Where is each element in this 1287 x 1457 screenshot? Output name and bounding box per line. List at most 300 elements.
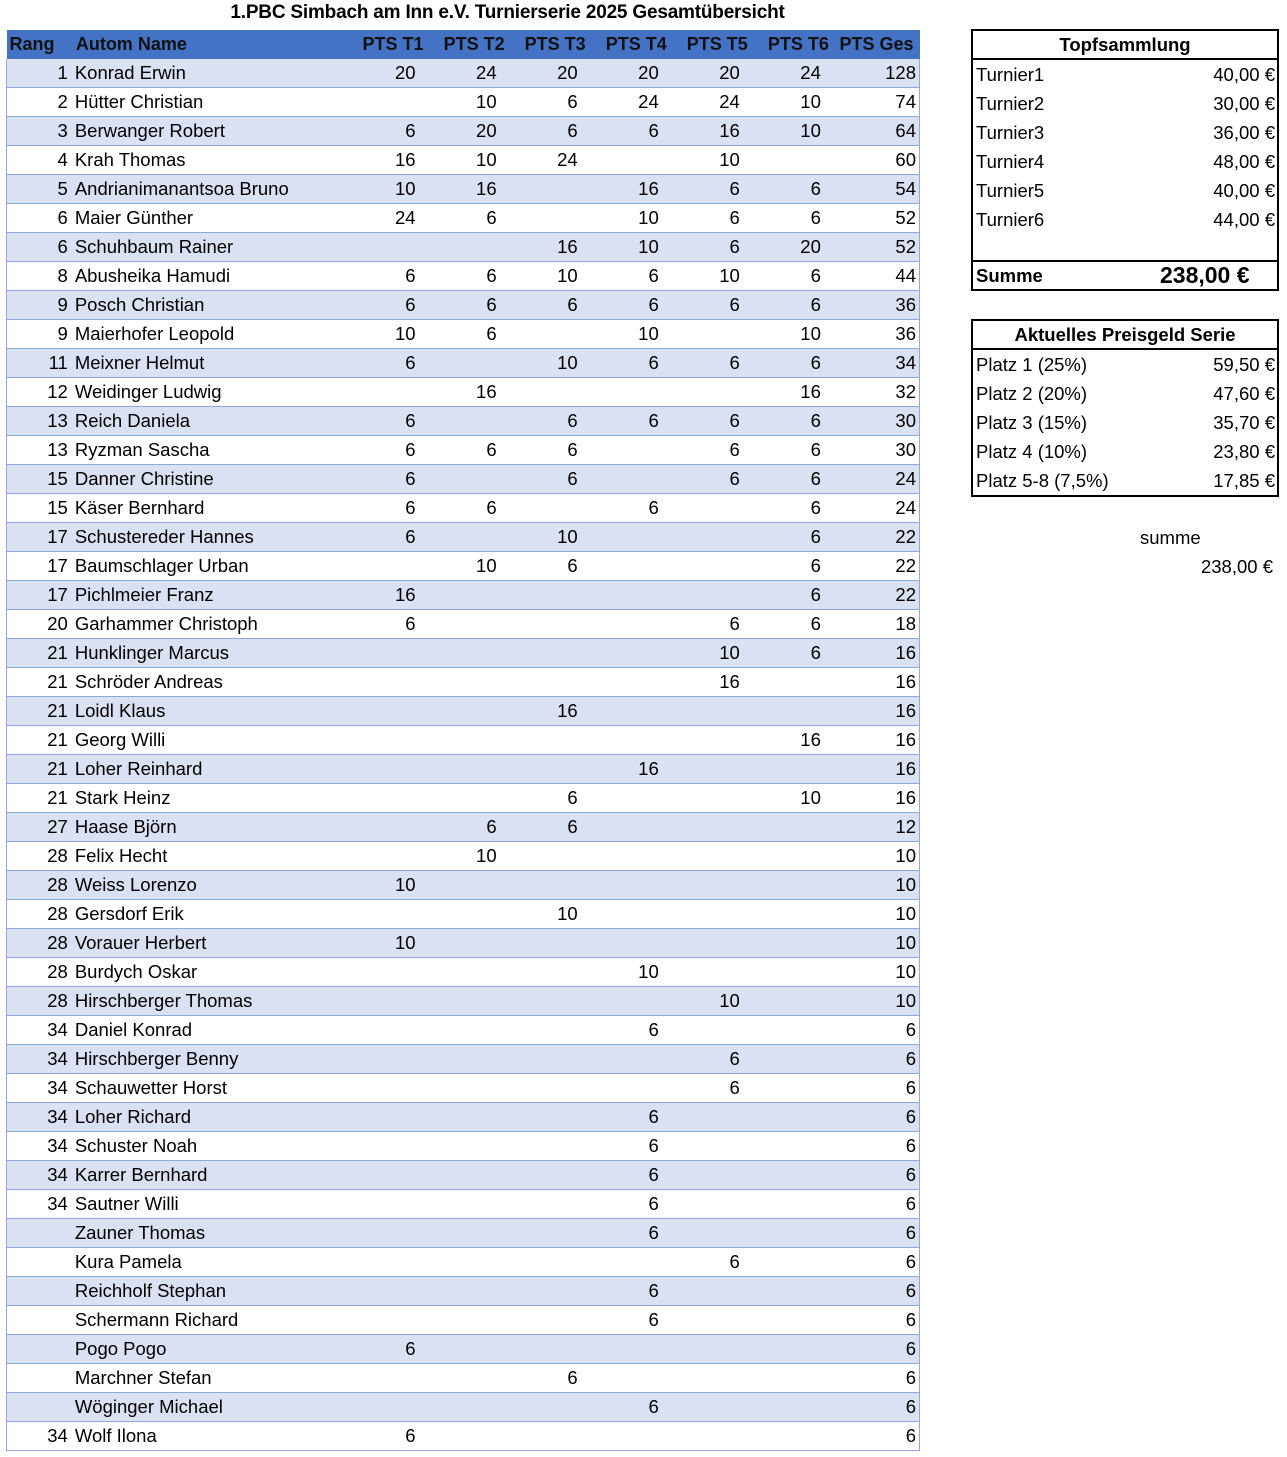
cell-t6[interactable] [754, 610, 835, 639]
cell-ges[interactable]: 10 [835, 958, 920, 987]
cell-t2[interactable] [430, 233, 511, 262]
cell-t6[interactable] [754, 146, 835, 175]
cell-t6[interactable] [754, 233, 835, 262]
cell-t6[interactable] [754, 784, 835, 813]
cell-t1[interactable] [348, 523, 429, 552]
cell-t2[interactable] [430, 900, 511, 929]
cell-ges[interactable]: 16 [835, 784, 920, 813]
cell-name[interactable]: Hirschberger Thomas [70, 987, 349, 1016]
cell-t2[interactable] [430, 1393, 511, 1422]
cell-rang[interactable]: 3 [7, 117, 70, 146]
cell-t3[interactable] [511, 320, 592, 349]
cell-t2[interactable] [430, 1132, 511, 1161]
cell-name[interactable]: Schuhbaum Rainer [70, 233, 349, 262]
cell-ges[interactable]: 10 [835, 842, 920, 871]
cell-t1[interactable] [348, 842, 429, 871]
cell-t6[interactable] [754, 349, 835, 378]
cell-ges[interactable]: 16 [835, 668, 920, 697]
cell-ges[interactable]: 6 [835, 1393, 920, 1422]
cell-rang[interactable]: 9 [7, 291, 70, 320]
cell-t3[interactable] [511, 1161, 592, 1190]
cell-ges[interactable]: 24 [835, 465, 920, 494]
cell-t5[interactable] [673, 146, 754, 175]
cell-t2[interactable] [430, 1190, 511, 1219]
cell-t3[interactable] [511, 146, 592, 175]
cell-t3[interactable] [511, 900, 592, 929]
cell-t4[interactable] [592, 813, 673, 842]
cell-t5[interactable] [673, 494, 754, 523]
cell-t1[interactable] [348, 291, 429, 320]
cell-t6[interactable] [754, 1074, 835, 1103]
cell-t1[interactable] [348, 233, 429, 262]
cell-t5[interactable] [673, 842, 754, 871]
cell-ges[interactable]: 16 [835, 697, 920, 726]
cell-ges[interactable]: 10 [835, 871, 920, 900]
cell-name[interactable]: Georg Willi [70, 726, 349, 755]
cell-t1[interactable] [348, 987, 429, 1016]
cell-t6[interactable] [754, 1190, 835, 1219]
cell-ges[interactable]: 64 [835, 117, 920, 146]
col-t1[interactable]: PTS T1 [348, 30, 429, 59]
cell-t1[interactable] [348, 726, 429, 755]
cell-ges[interactable]: 36 [835, 291, 920, 320]
cell-t1[interactable] [348, 1306, 429, 1335]
cell-t4[interactable] [592, 1422, 673, 1451]
cell-t5[interactable] [673, 407, 754, 436]
cell-t1[interactable] [348, 697, 429, 726]
cell-name[interactable]: Daniel Konrad [70, 1016, 349, 1045]
cell-rang[interactable]: 13 [7, 436, 70, 465]
cell-ges[interactable]: 16 [835, 639, 920, 668]
cell-ges[interactable]: 6 [835, 1306, 920, 1335]
cell-t5[interactable] [673, 291, 754, 320]
cell-t4[interactable] [592, 523, 673, 552]
cell-t5[interactable] [673, 117, 754, 146]
cell-t5[interactable] [673, 726, 754, 755]
cell-t6[interactable] [754, 552, 835, 581]
cell-t4[interactable] [592, 59, 673, 88]
cell-t1[interactable] [348, 378, 429, 407]
cell-t5[interactable] [673, 204, 754, 233]
cell-t1[interactable] [348, 262, 429, 291]
col-ges[interactable]: PTS Ges [835, 30, 920, 59]
col-t3[interactable]: PTS T3 [511, 30, 592, 59]
cell-rang[interactable] [7, 1364, 70, 1393]
cell-name[interactable]: Marchner Stefan [70, 1364, 349, 1393]
cell-name[interactable]: Abusheika Hamudi [70, 262, 349, 291]
cell-t2[interactable] [430, 552, 511, 581]
cell-t5[interactable] [673, 378, 754, 407]
cell-t5[interactable] [673, 610, 754, 639]
cell-ges[interactable]: 6 [835, 1422, 920, 1451]
cell-t6[interactable] [754, 958, 835, 987]
cell-t6[interactable] [754, 1306, 835, 1335]
cell-t6[interactable] [754, 59, 835, 88]
cell-t1[interactable] [348, 900, 429, 929]
cell-ges[interactable]: 6 [835, 1277, 920, 1306]
cell-t4[interactable] [592, 1277, 673, 1306]
cell-name[interactable]: Wöginger Michael [70, 1393, 349, 1422]
cell-t2[interactable] [430, 117, 511, 146]
cell-t5[interactable] [673, 1364, 754, 1393]
cell-ges[interactable]: 52 [835, 233, 920, 262]
cell-t2[interactable] [430, 1161, 511, 1190]
cell-t5[interactable] [673, 1016, 754, 1045]
cell-t3[interactable] [511, 378, 592, 407]
cell-t3[interactable] [511, 88, 592, 117]
cell-t1[interactable] [348, 958, 429, 987]
cell-t6[interactable] [754, 697, 835, 726]
cell-t4[interactable] [592, 465, 673, 494]
cell-ges[interactable]: 128 [835, 59, 920, 88]
cell-rang[interactable]: 6 [7, 204, 70, 233]
cell-ges[interactable]: 30 [835, 407, 920, 436]
cell-t3[interactable] [511, 436, 592, 465]
cell-name[interactable]: Weiss Lorenzo [70, 871, 349, 900]
cell-rang[interactable]: 15 [7, 494, 70, 523]
cell-name[interactable]: Schuster Noah [70, 1132, 349, 1161]
cell-t6[interactable] [754, 987, 835, 1016]
cell-rang[interactable]: 8 [7, 262, 70, 291]
cell-t2[interactable] [430, 1016, 511, 1045]
cell-t5[interactable] [673, 813, 754, 842]
cell-t2[interactable] [430, 523, 511, 552]
cell-t3[interactable] [511, 1016, 592, 1045]
cell-t1[interactable] [348, 784, 429, 813]
cell-rang[interactable]: 34 [7, 1161, 70, 1190]
cell-t6[interactable] [754, 320, 835, 349]
cell-name[interactable]: Ryzman Sascha [70, 436, 349, 465]
cell-rang[interactable]: 34 [7, 1103, 70, 1132]
cell-t5[interactable] [673, 175, 754, 204]
cell-t6[interactable] [754, 1364, 835, 1393]
cell-ges[interactable]: 10 [835, 987, 920, 1016]
cell-t2[interactable] [430, 1103, 511, 1132]
cell-ges[interactable]: 6 [835, 1161, 920, 1190]
cell-t2[interactable] [430, 1364, 511, 1393]
cell-t5[interactable] [673, 987, 754, 1016]
cell-rang[interactable]: 21 [7, 697, 70, 726]
cell-rang[interactable]: 2 [7, 88, 70, 117]
cell-t5[interactable] [673, 697, 754, 726]
cell-t4[interactable] [592, 1364, 673, 1393]
cell-t6[interactable] [754, 407, 835, 436]
cell-t3[interactable] [511, 1335, 592, 1364]
cell-t4[interactable] [592, 494, 673, 523]
cell-t6[interactable] [754, 929, 835, 958]
cell-t2[interactable] [430, 581, 511, 610]
cell-rang[interactable]: 4 [7, 146, 70, 175]
cell-t6[interactable] [754, 1248, 835, 1277]
cell-rang[interactable]: 34 [7, 1132, 70, 1161]
cell-t2[interactable] [430, 1277, 511, 1306]
cell-t5[interactable] [673, 958, 754, 987]
cell-t4[interactable] [592, 726, 673, 755]
cell-ges[interactable]: 60 [835, 146, 920, 175]
cell-t1[interactable] [348, 175, 429, 204]
cell-name[interactable]: Haase Björn [70, 813, 349, 842]
cell-t4[interactable] [592, 88, 673, 117]
cell-ges[interactable]: 12 [835, 813, 920, 842]
cell-t2[interactable] [430, 378, 511, 407]
cell-name[interactable]: Zauner Thomas [70, 1219, 349, 1248]
cell-t1[interactable] [348, 1422, 429, 1451]
cell-t5[interactable] [673, 349, 754, 378]
cell-t6[interactable] [754, 726, 835, 755]
cell-ges[interactable]: 34 [835, 349, 920, 378]
cell-t2[interactable] [430, 668, 511, 697]
cell-ges[interactable]: 44 [835, 262, 920, 291]
cell-t3[interactable] [511, 175, 592, 204]
cell-rang[interactable]: 5 [7, 175, 70, 204]
cell-t1[interactable] [348, 813, 429, 842]
cell-t2[interactable] [430, 639, 511, 668]
cell-ges[interactable]: 36 [835, 320, 920, 349]
cell-t1[interactable] [348, 146, 429, 175]
cell-t1[interactable] [348, 1161, 429, 1190]
cell-t6[interactable] [754, 1103, 835, 1132]
cell-t2[interactable] [430, 871, 511, 900]
cell-t3[interactable] [511, 407, 592, 436]
cell-t6[interactable] [754, 378, 835, 407]
cell-t1[interactable] [348, 929, 429, 958]
cell-t3[interactable] [511, 204, 592, 233]
cell-rang[interactable]: 21 [7, 726, 70, 755]
cell-t1[interactable] [348, 1132, 429, 1161]
cell-t4[interactable] [592, 175, 673, 204]
cell-t2[interactable] [430, 262, 511, 291]
cell-t1[interactable] [348, 59, 429, 88]
cell-rang[interactable]: 17 [7, 523, 70, 552]
cell-ges[interactable]: 6 [835, 1335, 920, 1364]
cell-t1[interactable] [348, 88, 429, 117]
cell-name[interactable]: Garhammer Christoph [70, 610, 349, 639]
cell-t4[interactable] [592, 668, 673, 697]
cell-t1[interactable] [348, 1074, 429, 1103]
cell-ges[interactable]: 22 [835, 523, 920, 552]
cell-t1[interactable] [348, 610, 429, 639]
cell-name[interactable]: Burdych Oskar [70, 958, 349, 987]
cell-t3[interactable] [511, 59, 592, 88]
cell-t5[interactable] [673, 900, 754, 929]
cell-t5[interactable] [673, 320, 754, 349]
cell-t4[interactable] [592, 1074, 673, 1103]
cell-t4[interactable] [592, 929, 673, 958]
cell-t4[interactable] [592, 552, 673, 581]
cell-ges[interactable]: 52 [835, 204, 920, 233]
cell-t4[interactable] [592, 291, 673, 320]
cell-t3[interactable] [511, 465, 592, 494]
cell-rang[interactable]: 28 [7, 871, 70, 900]
cell-t2[interactable] [430, 59, 511, 88]
cell-name[interactable]: Danner Christine [70, 465, 349, 494]
cell-t2[interactable] [430, 494, 511, 523]
cell-t2[interactable] [430, 291, 511, 320]
cell-t1[interactable] [348, 1335, 429, 1364]
cell-t1[interactable] [348, 552, 429, 581]
cell-rang[interactable]: 34 [7, 1016, 70, 1045]
cell-name[interactable]: Gersdorf Erik [70, 900, 349, 929]
cell-t6[interactable] [754, 1132, 835, 1161]
cell-ges[interactable]: 6 [835, 1074, 920, 1103]
cell-ges[interactable]: 6 [835, 1103, 920, 1132]
cell-t2[interactable] [430, 146, 511, 175]
cell-t6[interactable] [754, 755, 835, 784]
cell-name[interactable]: Schauwetter Horst [70, 1074, 349, 1103]
cell-t5[interactable] [673, 436, 754, 465]
cell-t1[interactable] [348, 494, 429, 523]
cell-t3[interactable] [511, 1074, 592, 1103]
cell-name[interactable]: Loher Richard [70, 1103, 349, 1132]
cell-t4[interactable] [592, 1016, 673, 1045]
cell-t2[interactable] [430, 842, 511, 871]
col-t6[interactable]: PTS T6 [754, 30, 835, 59]
cell-t6[interactable] [754, 871, 835, 900]
cell-t1[interactable] [348, 1103, 429, 1132]
cell-rang[interactable]: 17 [7, 581, 70, 610]
col-t4[interactable]: PTS T4 [592, 30, 673, 59]
cell-t6[interactable] [754, 204, 835, 233]
cell-t4[interactable] [592, 1393, 673, 1422]
cell-t4[interactable] [592, 900, 673, 929]
cell-t1[interactable] [348, 320, 429, 349]
cell-rang[interactable] [7, 1335, 70, 1364]
cell-t6[interactable] [754, 88, 835, 117]
cell-name[interactable]: Hunklinger Marcus [70, 639, 349, 668]
cell-t2[interactable] [430, 1219, 511, 1248]
cell-t3[interactable] [511, 117, 592, 146]
cell-name[interactable]: Wolf Ilona [70, 1422, 349, 1451]
cell-t5[interactable] [673, 1422, 754, 1451]
cell-t2[interactable] [430, 1335, 511, 1364]
cell-name[interactable]: Schustereder Hannes [70, 523, 349, 552]
cell-t3[interactable] [511, 784, 592, 813]
cell-t5[interactable] [673, 552, 754, 581]
cell-t4[interactable] [592, 233, 673, 262]
cell-rang[interactable]: 28 [7, 987, 70, 1016]
cell-t4[interactable] [592, 1335, 673, 1364]
cell-rang[interactable]: 34 [7, 1422, 70, 1451]
cell-t5[interactable] [673, 1248, 754, 1277]
cell-t3[interactable] [511, 1103, 592, 1132]
cell-rang[interactable]: 28 [7, 900, 70, 929]
cell-rang[interactable]: 21 [7, 755, 70, 784]
cell-rang[interactable] [7, 1248, 70, 1277]
cell-name[interactable]: Loher Reinhard [70, 755, 349, 784]
cell-t2[interactable] [430, 987, 511, 1016]
cell-name[interactable]: Pichlmeier Franz [70, 581, 349, 610]
cell-t4[interactable] [592, 320, 673, 349]
cell-t5[interactable] [673, 639, 754, 668]
cell-t5[interactable] [673, 1335, 754, 1364]
cell-t6[interactable] [754, 1335, 835, 1364]
cell-t2[interactable] [430, 784, 511, 813]
cell-t1[interactable] [348, 117, 429, 146]
cell-name[interactable]: Baumschlager Urban [70, 552, 349, 581]
cell-t6[interactable] [754, 1219, 835, 1248]
cell-t4[interactable] [592, 639, 673, 668]
cell-t3[interactable] [511, 581, 592, 610]
cell-name[interactable]: Stark Heinz [70, 784, 349, 813]
cell-t6[interactable] [754, 465, 835, 494]
cell-t1[interactable] [348, 1045, 429, 1074]
cell-name[interactable]: Schröder Andreas [70, 668, 349, 697]
cell-t3[interactable] [511, 1219, 592, 1248]
cell-t4[interactable] [592, 784, 673, 813]
cell-t5[interactable] [673, 233, 754, 262]
col-t5[interactable]: PTS T5 [673, 30, 754, 59]
cell-rang[interactable]: 12 [7, 378, 70, 407]
cell-t5[interactable] [673, 1219, 754, 1248]
cell-t4[interactable] [592, 1161, 673, 1190]
cell-t4[interactable] [592, 262, 673, 291]
cell-ges[interactable]: 24 [835, 494, 920, 523]
cell-t1[interactable] [348, 1277, 429, 1306]
cell-t1[interactable] [348, 1248, 429, 1277]
cell-name[interactable]: Käser Bernhard [70, 494, 349, 523]
cell-t5[interactable] [673, 1393, 754, 1422]
cell-t4[interactable] [592, 1248, 673, 1277]
cell-name[interactable]: Reichholf Stephan [70, 1277, 349, 1306]
cell-t4[interactable] [592, 1132, 673, 1161]
cell-t4[interactable] [592, 697, 673, 726]
cell-ges[interactable]: 6 [835, 1364, 920, 1393]
cell-t1[interactable] [348, 1219, 429, 1248]
cell-t6[interactable] [754, 1161, 835, 1190]
cell-t5[interactable] [673, 668, 754, 697]
cell-t2[interactable] [430, 1248, 511, 1277]
cell-t4[interactable] [592, 958, 673, 987]
cell-rang[interactable] [7, 1277, 70, 1306]
cell-ges[interactable]: 6 [835, 1190, 920, 1219]
cell-name[interactable]: Weidinger Ludwig [70, 378, 349, 407]
cell-t6[interactable] [754, 813, 835, 842]
cell-t6[interactable] [754, 1422, 835, 1451]
cell-name[interactable]: Maier Günther [70, 204, 349, 233]
cell-t5[interactable] [673, 784, 754, 813]
cell-t3[interactable] [511, 1393, 592, 1422]
cell-t6[interactable] [754, 494, 835, 523]
cell-ges[interactable]: 16 [835, 755, 920, 784]
cell-t1[interactable] [348, 1364, 429, 1393]
cell-t4[interactable] [592, 146, 673, 175]
cell-ges[interactable]: 6 [835, 1132, 920, 1161]
cell-t2[interactable] [430, 204, 511, 233]
cell-name[interactable]: Pogo Pogo [70, 1335, 349, 1364]
cell-t2[interactable] [430, 1422, 511, 1451]
cell-t2[interactable] [430, 1045, 511, 1074]
cell-name[interactable]: Posch Christian [70, 291, 349, 320]
cell-name[interactable]: Karrer Bernhard [70, 1161, 349, 1190]
cell-t4[interactable] [592, 1045, 673, 1074]
cell-name[interactable]: Vorauer Herbert [70, 929, 349, 958]
cell-t6[interactable] [754, 1393, 835, 1422]
cell-t5[interactable] [673, 1132, 754, 1161]
cell-t1[interactable] [348, 755, 429, 784]
cell-t5[interactable] [673, 1306, 754, 1335]
cell-t3[interactable] [511, 755, 592, 784]
cell-t4[interactable] [592, 407, 673, 436]
cell-name[interactable]: Hütter Christian [70, 88, 349, 117]
cell-rang[interactable]: 20 [7, 610, 70, 639]
cell-t6[interactable] [754, 1277, 835, 1306]
cell-t6[interactable] [754, 291, 835, 320]
cell-t2[interactable] [430, 1074, 511, 1103]
cell-t5[interactable] [673, 1103, 754, 1132]
cell-t3[interactable] [511, 523, 592, 552]
cell-t3[interactable] [511, 668, 592, 697]
cell-rang[interactable]: 34 [7, 1074, 70, 1103]
